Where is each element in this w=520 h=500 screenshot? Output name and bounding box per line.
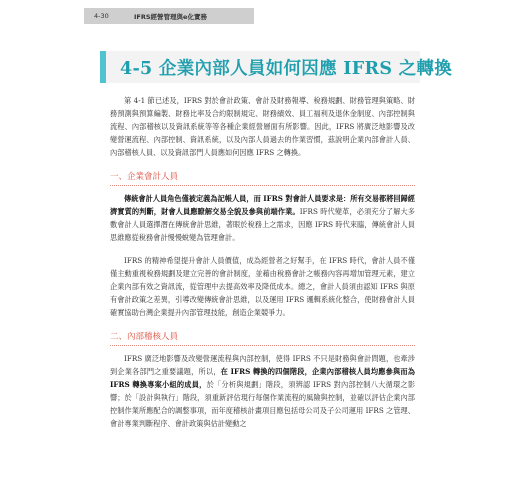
accountants-paragraph-2: IFRS 的精神希望提升會計人員價值，成為經營者之好幫手，在 IFRS 時代，會計人員不僅僅主動重視稅務規劃及建立完善的會計制度，並藉由稅務會計之帳務內容再增加管理元素，建立企業內部有效之資訊流，從管理中去提高效率及降低成本。總之，會計人員須由認知 IFRS 與原有會計政策之差異，引導改變傳統會計思維，以及運用 IFRS 邏輯系統化整合，使財務會計人員確實協助台灣企業提升內部管理技能，創造企業競爭力。 [110,256,415,317]
section-heading-accountants: 一、企業會計人員 [110,172,179,182]
accountants-emphasis: 傳統會計人員角色僅被定義為記帳人員，而 IFRS 對會計人員要求是：所有交易都將回歸經濟實質的判斷，財會人員應瞭解交易全貌及參與前端作業。 [110,194,415,216]
section-title-banner [100,51,453,83]
accountants-paragraph-1-rest: IFRS 時代變革，必須充分了解大多數會計人員選擇潛在傳統會計思維，著眼於稅務上之需求，因應 IFRS 時代來臨，傳統會計人員思維應從稅務會計慢慢蛻變為管理會計。 [110,207,415,242]
section-title: 4-5 企業內部人員如何因應 IFRS 之轉換 [120,58,453,79]
accountants-paragraph-1 [110,192,415,244]
auditors-emphasis: 在 IFRS 轉換的四個階段，企業內部稽核人員均應參與而為 IFRS 轉換專案小組的成員， [110,367,415,389]
page-body [110,94,415,430]
page-bottom-edge [0,476,520,500]
page-number: 4-30 [94,12,109,20]
auditors-paragraph-lead: IFRS 廣泛地影響及改變營運流程與內部控制，使得 IFRS 不只是財務與會計問題，也牽涉到企業各部門之重要議題，所以， [110,354,415,376]
auditors-paragraph-rest: 於「分析與規劃」階段，須辨認 IFRS 對內部控制八大循環之影響；於「設計與執行」階段，須重新評估現行每個作業流程的風險與控制，並確以評估企業內部控制作業所應配合的調整事項，而年度稽核計畫項目應包括母公司及子公司運用 IFRS 之管理、會計專業判斷程序、會計政策與估計變動之 [110,380,416,428]
intro-paragraph: 第 4-1 節已述及，IFRS 對於會計政策、會計及財務報導、稅務規劃、財務管理與策略、財務預測與預算編製、財務比率及合約限制規定、財務績效、員工福利及退休金制度、內部控制與流程、內部稽核以及資訊系統等等各種企業經營層面有所影響。因此，IFRS 將廣泛地影響及改變營運流程、內部控制、資訊系統，以及內部人員過去的作業習慣，茲說明企業內部會計人員、內部稽核人員、以及資訊部門人員應如何因應 IFRS 之轉換。 [110,96,415,157]
book-title: IFRS經營管理與e化實務 [134,12,207,21]
section-heading-auditors: 二、內部稽核人員 [110,332,179,342]
running-header [84,8,254,24]
auditors-paragraph [110,352,415,430]
